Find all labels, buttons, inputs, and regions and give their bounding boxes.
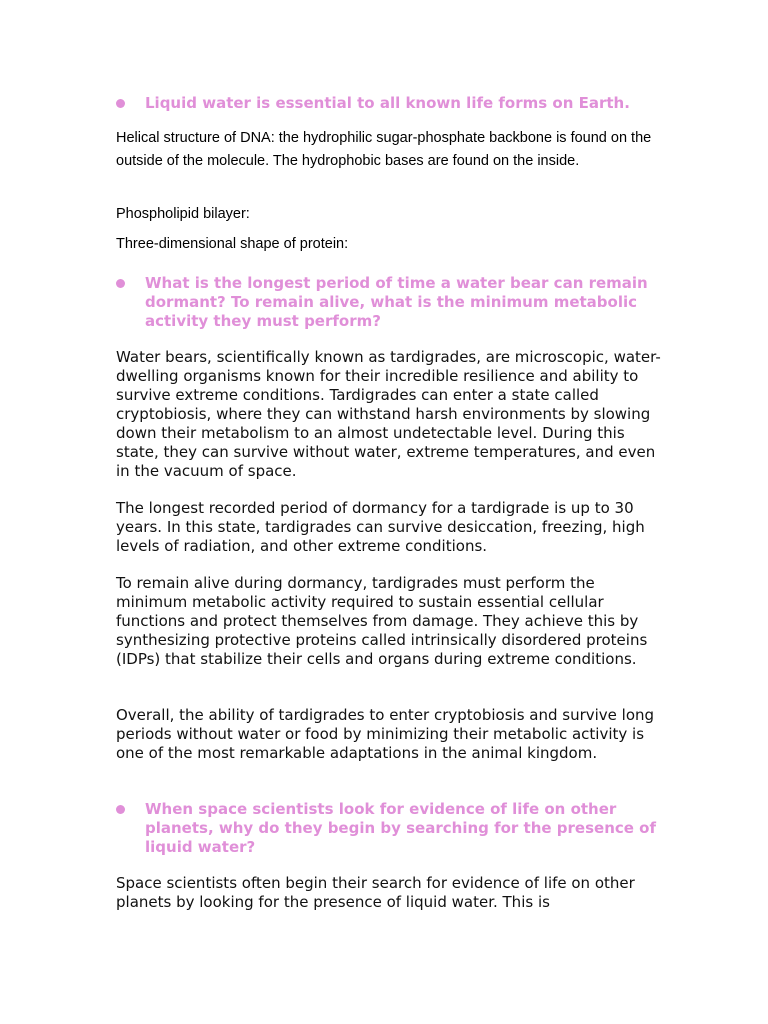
note-phospholipid-bilayer: Phospholipid bilayer: xyxy=(116,206,250,222)
paragraph-metabolic-activity: To remain alive during dormancy, tardigrades must perform the minimum metabolic activity required to sustain essential cellular functions and protect themselves from damage. They achieve this by synthesizing protective proteins called intrinsically disordered proteins (IDPs) that stabilize their cells and organs during extreme conditions. xyxy=(116,574,648,668)
paragraph-overall-adaptation: Overall, the ability of tardigrades to enter cryptobiosis and survive long periods without water or food by minimizing their metabolic activity is one of the most remarkable adaptations in the animal kingdom. xyxy=(116,706,655,762)
bullet-text: When space scientists look for evidence of life on other planets, why do they begin by searching for the presence of liquid water? xyxy=(145,800,656,856)
bullet-dot-icon xyxy=(116,99,125,108)
paragraph-tardigrades-intro: Water bears, scientifically known as tardigrades, are microscopic, water-dwelling organisms known for their incredible resilience and ability to survive extreme conditions. Tardigrades can enter a state called cryptobiosis, where they can withstand harsh environments by slowing down their metabolism to an almost undetectable level. During this state, they can survive without water, extreme temperatures, and even in the vacuum of space. xyxy=(116,348,661,480)
bullet-dot-icon xyxy=(116,805,125,814)
bullet-heading-space-scientists xyxy=(116,800,656,857)
note-dna-structure: Helical structure of DNA: the hydrophilic sugar-phosphate backbone is found on the outside of the molecule. The hydrophobic bases are found on the inside. xyxy=(116,130,652,169)
bullet-heading-water-essential xyxy=(116,94,656,113)
bullet-dot-icon xyxy=(116,279,125,288)
paragraph-space-search: Space scientists often begin their search for evidence of life on other planets by looking for the presence of liquid water. This is xyxy=(116,874,635,911)
bullet-text: What is the longest period of time a water bear can remain dormant? To remain alive, what is the minimum metabolic activity they must perform? xyxy=(145,274,648,330)
bullet-text: Liquid water is essential to all known life forms on Earth. xyxy=(145,94,630,112)
bullet-heading-water-bear-question xyxy=(116,274,656,331)
paragraph-dormancy-period: The longest recorded period of dormancy for a tardigrade is up to 30 years. In this state, tardigrades can survive desiccation, freezing, high levels of radiation, and other extreme conditions. xyxy=(116,499,645,555)
note-protein-shape: Three-dimensional shape of protein: xyxy=(116,236,349,252)
